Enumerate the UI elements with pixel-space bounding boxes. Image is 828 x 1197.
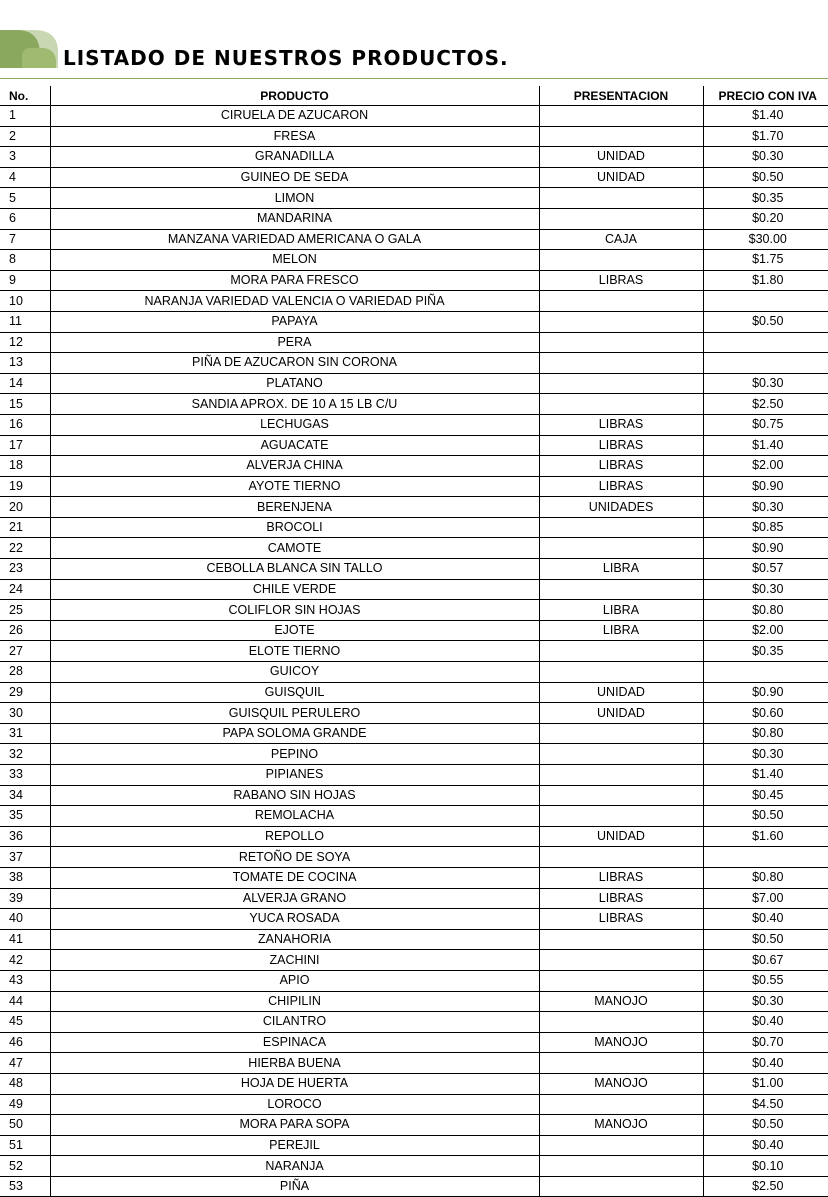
cell-product: YUCA ROSADA bbox=[50, 909, 539, 930]
cell-no: 19 bbox=[0, 476, 50, 497]
cell-no: 38 bbox=[0, 867, 50, 888]
table-row bbox=[0, 1073, 828, 1094]
cell-product: CHILE VERDE bbox=[50, 579, 539, 600]
cell-no: 35 bbox=[0, 806, 50, 827]
cell-price bbox=[703, 291, 828, 312]
cell-price: $1.70 bbox=[703, 126, 828, 147]
cell-product: GUISQUIL PERULERO bbox=[50, 703, 539, 724]
cell-product: LIMON bbox=[50, 188, 539, 209]
table-row bbox=[0, 229, 828, 250]
cell-product: GUICOY bbox=[50, 662, 539, 683]
table-row bbox=[0, 1156, 828, 1177]
cell-presentation: UNIDADES bbox=[539, 497, 703, 518]
cell-presentation: LIBRAS bbox=[539, 888, 703, 909]
header-presentation: PRESENTACION bbox=[539, 86, 703, 106]
cell-presentation bbox=[539, 970, 703, 991]
cell-product: PIÑA DE AZUCARON SIN CORONA bbox=[50, 353, 539, 374]
cell-no: 16 bbox=[0, 414, 50, 435]
table-row bbox=[0, 394, 828, 415]
cell-price: $0.40 bbox=[703, 1135, 828, 1156]
table-row bbox=[0, 662, 828, 683]
cell-product: ZACHINI bbox=[50, 950, 539, 971]
cell-no: 33 bbox=[0, 765, 50, 786]
cell-no: 24 bbox=[0, 579, 50, 600]
cell-no: 29 bbox=[0, 682, 50, 703]
cell-price: $1.75 bbox=[703, 250, 828, 271]
table-row bbox=[0, 620, 828, 641]
table-row bbox=[0, 744, 828, 765]
cell-price: $1.40 bbox=[703, 435, 828, 456]
table-row bbox=[0, 703, 828, 724]
cell-product: EJOTE bbox=[50, 620, 539, 641]
cell-presentation bbox=[539, 662, 703, 683]
cell-presentation bbox=[539, 1176, 703, 1197]
cell-product: CEBOLLA BLANCA SIN TALLO bbox=[50, 559, 539, 580]
table-row bbox=[0, 291, 828, 312]
cell-price: $0.50 bbox=[703, 167, 828, 188]
cell-price: $2.50 bbox=[703, 1176, 828, 1197]
cell-product: FRESA bbox=[50, 126, 539, 147]
cell-presentation: LIBRAS bbox=[539, 909, 703, 930]
cell-no: 20 bbox=[0, 497, 50, 518]
cell-no: 51 bbox=[0, 1135, 50, 1156]
cell-product: MANZANA VARIEDAD AMERICANA O GALA bbox=[50, 229, 539, 250]
cell-presentation: LIBRAS bbox=[539, 414, 703, 435]
cell-no: 45 bbox=[0, 1012, 50, 1033]
cell-presentation bbox=[539, 291, 703, 312]
cell-price: $0.90 bbox=[703, 538, 828, 559]
cell-presentation: MANOJO bbox=[539, 1073, 703, 1094]
cell-product: CHIPILIN bbox=[50, 991, 539, 1012]
table-row bbox=[0, 126, 828, 147]
cell-product: REPOLLO bbox=[50, 826, 539, 847]
cell-presentation: LIBRA bbox=[539, 559, 703, 580]
cell-product: MORA PARA FRESCO bbox=[50, 270, 539, 291]
cell-price: $0.75 bbox=[703, 414, 828, 435]
cell-presentation bbox=[539, 1012, 703, 1033]
cell-price: $1.40 bbox=[703, 765, 828, 786]
table-row bbox=[0, 1094, 828, 1115]
cell-presentation bbox=[539, 538, 703, 559]
cell-price: $0.50 bbox=[703, 929, 828, 950]
cell-price: $0.57 bbox=[703, 559, 828, 580]
cell-price: $0.85 bbox=[703, 517, 828, 538]
table-row bbox=[0, 1053, 828, 1074]
cell-presentation bbox=[539, 847, 703, 868]
cell-presentation bbox=[539, 929, 703, 950]
cell-no: 3 bbox=[0, 147, 50, 168]
cell-price: $4.50 bbox=[703, 1094, 828, 1115]
cell-product: PERA bbox=[50, 332, 539, 353]
cell-presentation bbox=[539, 517, 703, 538]
cell-product: SANDIA APROX. DE 10 A 15 LB C/U bbox=[50, 394, 539, 415]
table-row bbox=[0, 353, 828, 374]
table-row bbox=[0, 579, 828, 600]
cell-product: PIPIANES bbox=[50, 765, 539, 786]
cell-no: 31 bbox=[0, 723, 50, 744]
header-product: PRODUCTO bbox=[50, 86, 539, 106]
table-row bbox=[0, 188, 828, 209]
cell-price: $0.70 bbox=[703, 1032, 828, 1053]
cell-product: BERENJENA bbox=[50, 497, 539, 518]
table-row bbox=[0, 1012, 828, 1033]
table-row bbox=[0, 888, 828, 909]
cell-price: $0.90 bbox=[703, 476, 828, 497]
cell-no: 13 bbox=[0, 353, 50, 374]
cell-presentation bbox=[539, 1135, 703, 1156]
table-row bbox=[0, 1032, 828, 1053]
cell-product: APIO bbox=[50, 970, 539, 991]
cell-product: COLIFLOR SIN HOJAS bbox=[50, 600, 539, 621]
cell-price: $0.30 bbox=[703, 744, 828, 765]
cell-product: RETOÑO DE SOYA bbox=[50, 847, 539, 868]
cell-product: MORA PARA SOPA bbox=[50, 1115, 539, 1136]
cell-presentation bbox=[539, 394, 703, 415]
cell-no: 34 bbox=[0, 785, 50, 806]
cell-presentation bbox=[539, 1053, 703, 1074]
cell-product: PLATANO bbox=[50, 373, 539, 394]
table-row bbox=[0, 847, 828, 868]
cell-price: $0.50 bbox=[703, 806, 828, 827]
cell-price bbox=[703, 847, 828, 868]
table-row bbox=[0, 497, 828, 518]
cell-product: BROCOLI bbox=[50, 517, 539, 538]
table-row bbox=[0, 208, 828, 229]
cell-price: $0.30 bbox=[703, 373, 828, 394]
cell-no: 2 bbox=[0, 126, 50, 147]
cell-product: HIERBA BUENA bbox=[50, 1053, 539, 1074]
cell-no: 12 bbox=[0, 332, 50, 353]
cell-no: 18 bbox=[0, 456, 50, 477]
cell-no: 39 bbox=[0, 888, 50, 909]
cell-no: 42 bbox=[0, 950, 50, 971]
table-row bbox=[0, 806, 828, 827]
cell-product: ALVERJA GRANO bbox=[50, 888, 539, 909]
cell-no: 15 bbox=[0, 394, 50, 415]
table-row bbox=[0, 1135, 828, 1156]
table-header-row bbox=[0, 86, 828, 106]
title-divider bbox=[0, 78, 828, 79]
cell-presentation bbox=[539, 806, 703, 827]
table-row bbox=[0, 147, 828, 168]
cell-price: $0.60 bbox=[703, 703, 828, 724]
cell-product: GRANADILLA bbox=[50, 147, 539, 168]
cell-no: 14 bbox=[0, 373, 50, 394]
cell-price: $1.40 bbox=[703, 106, 828, 127]
table-row bbox=[0, 950, 828, 971]
cell-presentation bbox=[539, 373, 703, 394]
cell-no: 17 bbox=[0, 435, 50, 456]
table-row bbox=[0, 929, 828, 950]
cell-presentation bbox=[539, 1094, 703, 1115]
cell-price: $0.80 bbox=[703, 600, 828, 621]
table-row bbox=[0, 517, 828, 538]
cell-price: $0.50 bbox=[703, 311, 828, 332]
cell-presentation bbox=[539, 950, 703, 971]
cell-product: ZANAHORIA bbox=[50, 929, 539, 950]
cell-price: $0.67 bbox=[703, 950, 828, 971]
cell-price: $0.50 bbox=[703, 1115, 828, 1136]
cell-presentation: UNIDAD bbox=[539, 703, 703, 724]
cell-product: MANDARINA bbox=[50, 208, 539, 229]
cell-product: LOROCO bbox=[50, 1094, 539, 1115]
table-row bbox=[0, 270, 828, 291]
cell-presentation: LIBRAS bbox=[539, 270, 703, 291]
table-row bbox=[0, 538, 828, 559]
cell-product: ELOTE TIERNO bbox=[50, 641, 539, 662]
cell-no: 48 bbox=[0, 1073, 50, 1094]
cell-product: CIRUELA DE AZUCARON bbox=[50, 106, 539, 127]
cell-price: $1.60 bbox=[703, 826, 828, 847]
cell-price: $0.40 bbox=[703, 909, 828, 930]
cell-presentation: LIBRAS bbox=[539, 456, 703, 477]
cell-product: AYOTE TIERNO bbox=[50, 476, 539, 497]
cell-price bbox=[703, 332, 828, 353]
table-row bbox=[0, 332, 828, 353]
cell-price: $0.30 bbox=[703, 497, 828, 518]
cell-product: CILANTRO bbox=[50, 1012, 539, 1033]
cell-price: $0.30 bbox=[703, 147, 828, 168]
cell-presentation bbox=[539, 353, 703, 374]
cell-price: $0.90 bbox=[703, 682, 828, 703]
cell-no: 53 bbox=[0, 1176, 50, 1197]
cell-no: 23 bbox=[0, 559, 50, 580]
cell-presentation: UNIDAD bbox=[539, 682, 703, 703]
cell-presentation bbox=[539, 579, 703, 600]
cell-presentation bbox=[539, 744, 703, 765]
cell-price: $0.10 bbox=[703, 1156, 828, 1177]
cell-no: 11 bbox=[0, 311, 50, 332]
cell-presentation bbox=[539, 765, 703, 786]
cell-no: 10 bbox=[0, 291, 50, 312]
table-row bbox=[0, 476, 828, 497]
cell-price: $1.00 bbox=[703, 1073, 828, 1094]
cell-presentation bbox=[539, 785, 703, 806]
cell-price: $0.80 bbox=[703, 867, 828, 888]
cell-price bbox=[703, 353, 828, 374]
table-row bbox=[0, 1115, 828, 1136]
table-row bbox=[0, 414, 828, 435]
cell-presentation bbox=[539, 250, 703, 271]
table-row bbox=[0, 991, 828, 1012]
cell-presentation bbox=[539, 188, 703, 209]
cell-price: $0.20 bbox=[703, 208, 828, 229]
table-row bbox=[0, 970, 828, 991]
cell-price: $30.00 bbox=[703, 229, 828, 250]
cell-product: MELON bbox=[50, 250, 539, 271]
cell-presentation bbox=[539, 1156, 703, 1177]
cell-product: ESPINACA bbox=[50, 1032, 539, 1053]
cell-no: 25 bbox=[0, 600, 50, 621]
cell-price: $7.00 bbox=[703, 888, 828, 909]
cell-presentation: LIBRAS bbox=[539, 476, 703, 497]
cell-no: 8 bbox=[0, 250, 50, 271]
cell-presentation: LIBRAS bbox=[539, 435, 703, 456]
cell-product: PEPINO bbox=[50, 744, 539, 765]
cell-no: 43 bbox=[0, 970, 50, 991]
cell-presentation: UNIDAD bbox=[539, 167, 703, 188]
cell-presentation bbox=[539, 332, 703, 353]
cell-product: PEREJIL bbox=[50, 1135, 539, 1156]
cell-presentation: MANOJO bbox=[539, 1115, 703, 1136]
cell-product: GUISQUIL bbox=[50, 682, 539, 703]
cell-product: LECHUGAS bbox=[50, 414, 539, 435]
cell-presentation bbox=[539, 723, 703, 744]
products-table bbox=[0, 86, 828, 1197]
cell-no: 26 bbox=[0, 620, 50, 641]
cell-no: 40 bbox=[0, 909, 50, 930]
cell-product: HOJA DE HUERTA bbox=[50, 1073, 539, 1094]
cell-product: PAPAYA bbox=[50, 311, 539, 332]
cell-price bbox=[703, 662, 828, 683]
cell-no: 6 bbox=[0, 208, 50, 229]
cell-product: CAMOTE bbox=[50, 538, 539, 559]
table-row bbox=[0, 435, 828, 456]
cell-product: NARANJA VARIEDAD VALENCIA O VARIEDAD PIÑA bbox=[50, 291, 539, 312]
cell-presentation: LIBRAS bbox=[539, 867, 703, 888]
table-row bbox=[0, 373, 828, 394]
table-row bbox=[0, 765, 828, 786]
cell-presentation: MANOJO bbox=[539, 1032, 703, 1053]
cell-presentation bbox=[539, 208, 703, 229]
cell-product: TOMATE DE COCINA bbox=[50, 867, 539, 888]
table-row bbox=[0, 826, 828, 847]
cell-price: $0.55 bbox=[703, 970, 828, 991]
table-row bbox=[0, 785, 828, 806]
cell-no: 46 bbox=[0, 1032, 50, 1053]
cell-no: 32 bbox=[0, 744, 50, 765]
header-no: No. bbox=[0, 86, 50, 106]
table-row bbox=[0, 167, 828, 188]
table-row bbox=[0, 1176, 828, 1197]
table-row bbox=[0, 311, 828, 332]
cell-no: 41 bbox=[0, 929, 50, 950]
table-row bbox=[0, 250, 828, 271]
cell-no: 28 bbox=[0, 662, 50, 683]
cell-presentation: LIBRA bbox=[539, 600, 703, 621]
cell-price: $0.40 bbox=[703, 1012, 828, 1033]
cell-no: 47 bbox=[0, 1053, 50, 1074]
cell-price: $0.35 bbox=[703, 641, 828, 662]
cell-presentation: CAJA bbox=[539, 229, 703, 250]
cell-no: 4 bbox=[0, 167, 50, 188]
table-row bbox=[0, 682, 828, 703]
table-row bbox=[0, 600, 828, 621]
table-row bbox=[0, 723, 828, 744]
cell-price: $1.80 bbox=[703, 270, 828, 291]
cell-no: 44 bbox=[0, 991, 50, 1012]
cell-product: NARANJA bbox=[50, 1156, 539, 1177]
cell-price: $0.30 bbox=[703, 991, 828, 1012]
logo-inner-shape bbox=[22, 48, 56, 68]
cell-price: $0.45 bbox=[703, 785, 828, 806]
cell-presentation: LIBRA bbox=[539, 620, 703, 641]
cell-no: 9 bbox=[0, 270, 50, 291]
cell-presentation: UNIDAD bbox=[539, 147, 703, 168]
cell-presentation: UNIDAD bbox=[539, 826, 703, 847]
table-row bbox=[0, 909, 828, 930]
cell-no: 50 bbox=[0, 1115, 50, 1136]
cell-no: 37 bbox=[0, 847, 50, 868]
cell-no: 27 bbox=[0, 641, 50, 662]
cell-no: 22 bbox=[0, 538, 50, 559]
cell-no: 7 bbox=[0, 229, 50, 250]
cell-price: $2.00 bbox=[703, 456, 828, 477]
cell-no: 30 bbox=[0, 703, 50, 724]
cell-presentation bbox=[539, 311, 703, 332]
cell-no: 5 bbox=[0, 188, 50, 209]
cell-product: PAPA SOLOMA GRANDE bbox=[50, 723, 539, 744]
table-row bbox=[0, 106, 828, 127]
cell-price: $0.35 bbox=[703, 188, 828, 209]
cell-presentation bbox=[539, 106, 703, 127]
table-row bbox=[0, 867, 828, 888]
cell-no: 36 bbox=[0, 826, 50, 847]
cell-product: ALVERJA CHINA bbox=[50, 456, 539, 477]
page-title: LISTADO DE NUESTROS PRODUCTOS. bbox=[63, 46, 509, 70]
cell-no: 1 bbox=[0, 106, 50, 127]
cell-price: $0.40 bbox=[703, 1053, 828, 1074]
cell-price: $0.80 bbox=[703, 723, 828, 744]
leaf-logo-icon bbox=[0, 24, 60, 72]
cell-price: $0.30 bbox=[703, 579, 828, 600]
cell-product: GUINEO DE SEDA bbox=[50, 167, 539, 188]
cell-product: AGUACATE bbox=[50, 435, 539, 456]
table-row bbox=[0, 641, 828, 662]
cell-presentation: MANOJO bbox=[539, 991, 703, 1012]
cell-no: 49 bbox=[0, 1094, 50, 1115]
cell-product: PIÑA bbox=[50, 1176, 539, 1197]
cell-no: 21 bbox=[0, 517, 50, 538]
cell-presentation bbox=[539, 126, 703, 147]
header-price: PRECIO CON IVA bbox=[703, 86, 828, 106]
cell-product: RABANO SIN HOJAS bbox=[50, 785, 539, 806]
cell-presentation bbox=[539, 641, 703, 662]
cell-no: 52 bbox=[0, 1156, 50, 1177]
table-row bbox=[0, 559, 828, 580]
cell-price: $2.50 bbox=[703, 394, 828, 415]
table-row bbox=[0, 456, 828, 477]
cell-product: REMOLACHA bbox=[50, 806, 539, 827]
cell-price: $2.00 bbox=[703, 620, 828, 641]
